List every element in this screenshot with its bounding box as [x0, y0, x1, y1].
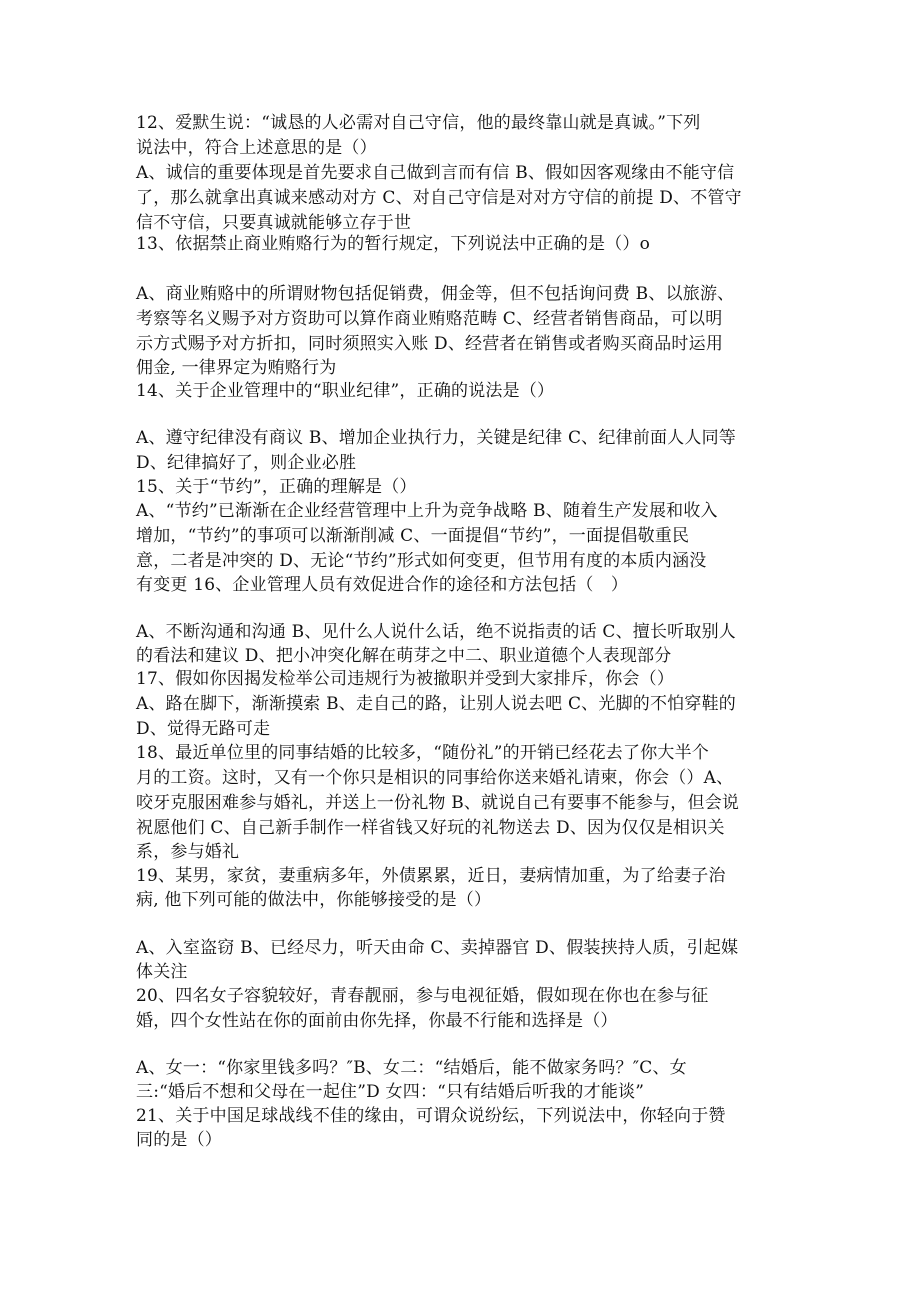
- text-line: 病, 他下列可能的做法中，你能够接受的是（）: [136, 890, 492, 910]
- text-line: A、女一：“你家里钱多吗？″B、女二：“结婚后，能不做家务吗？″C、女: [136, 1058, 687, 1078]
- text-line: A、商业贿赂中的所谓财物包括促销费，佣金等，但不包括询问费 B、以旅游、: [136, 284, 735, 304]
- text-line: 了，那么就拿出真诚来感动对方 C、对自己守信是对对方守信的前提 D、不管守: [136, 188, 742, 208]
- text-line: 考察等名义赐予对方资助可以算作商业贿赂范畴 C、经营者销售商品，可以明: [136, 309, 723, 329]
- text-line: 咬牙克服困难参与婚礼，并送上一份礼物 B、就说自己有要事不能参与，但会说: [136, 793, 740, 813]
- text-line: 同的是（）: [136, 1130, 222, 1150]
- text-line: A、不断沟通和沟通 B、见什么人说什么话，绝不说指责的话 C、擅长听取别人: [136, 622, 736, 642]
- text-line: 婚，四个女性站在你的面前由你先择，你最不行能和选择是（）: [136, 1011, 618, 1031]
- text-line: A、入室盗窃 B、已经尽力，听天由命 C、卖掉器官 D、假装挟持人质，引起媒: [136, 938, 739, 958]
- text-line: 15、关于“节约”，正确的理解是（）: [136, 477, 417, 497]
- text-line: 19、某男，家贫，妻重病多年，外债累累，近日，妻病情加重，为了给妻子治: [136, 866, 726, 886]
- text-line: 三:“婚后不想和父母在一起住”D 女四：“只有结婚后听我的才能谈”: [136, 1082, 645, 1102]
- text-line: 说法中，符合上述意思的是（）: [136, 138, 377, 158]
- text-line: 月的工资。这时，又有一个你只是相识的同事给你送来婚礼请柬，你会（）A、: [136, 768, 734, 788]
- text-line: A、遵守纪律没有商议 B、增加企业执行力，关键是纪律 C、纪律前面人人同等: [136, 428, 736, 448]
- text-line: D、觉得无路可走: [136, 719, 271, 739]
- text-line: D、纪律搞好了，则企业必胜: [136, 453, 357, 473]
- text-line: 意，二者是冲突的 D、无论“节约”形式如何变更，但节用有度的本质内涵没: [136, 551, 707, 571]
- text-line: 的看法和建议 D、把小冲突化解在萌芽之中二、职业道德个人表现部分: [136, 646, 672, 666]
- text-line: 示方式赐予对方折扣，同时须照实入账 D、经营者在销售或者购买商品时运用: [136, 334, 724, 354]
- text-line: 14、关于企业管理中的“职业纪律”，正确的说法是（）: [136, 381, 555, 401]
- text-line: 体关注: [136, 962, 188, 982]
- text-line: 20、四名女子容貌较好，青春靓丽，参与电视征婚，假如现在你也在参与征: [136, 986, 709, 1006]
- text-line: 祝愿他们 C、自己新手制作一样省钱又好玩的礼物送去 D、因为仅仅是相识关: [136, 818, 725, 838]
- text-line: 12、爱默生说：“诚恳的人必需对自己守信，他的最终靠山就是真诚。”下列: [136, 113, 701, 133]
- text-line: 21、关于中国足球战线不佳的缘由，可谓众说纷纭，下列说法中，你轻向于赞: [136, 1106, 726, 1126]
- text-line: 增加，“节约”的事项可以渐渐削减 C、一面提倡“节约”，一面提倡敬重民: [136, 526, 690, 546]
- text-line: A、路在脚下，渐渐摸索 B、走自己的路，让别人说去吧 C、光脚的不怕穿鞋的: [136, 694, 736, 714]
- text-line: 系，参与婚礼: [136, 842, 240, 862]
- text-line: 17、假如你因揭发检举公司违规行为被撤职并受到大家排斥，你会（）: [136, 669, 675, 689]
- text-line: 有变更 16、企业管理人员有效促进合作的途径和方法包括（ ）: [136, 575, 629, 595]
- text-line: 信不守信，只要真诚就能够立存于世: [136, 213, 412, 233]
- text-line: 18、最近单位里的同事结婚的比较多，“随份礼”的开销已经花去了你大半个: [136, 743, 710, 763]
- text-line: A、“节约”已渐渐在企业经营管理中上升为竞争战略 B、随着生产发展和收入: [136, 501, 718, 521]
- text-line: A、诚信的重要体现是首先要求自己做到言而有信 B、假如因客观缘由不能守信: [136, 163, 735, 183]
- text-line: 13、依据禁止商业贿赂行为的暂行规定，下列说法中正确的是（）o: [136, 234, 651, 254]
- text-line: 佣金, 一律界定为贿赂行为: [136, 358, 337, 378]
